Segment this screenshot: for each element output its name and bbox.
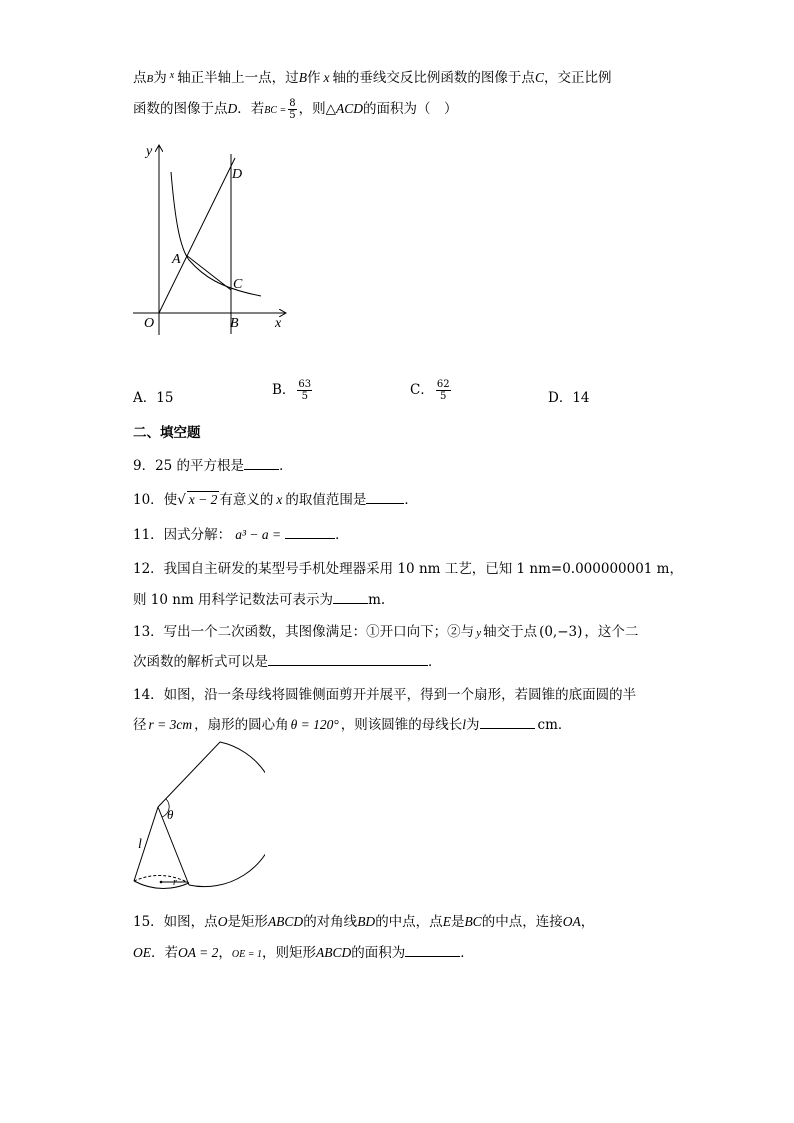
expression: a³ − a = — [235, 527, 282, 542]
text: 的中点，连接 — [481, 914, 563, 930]
numerator: 62 — [436, 379, 450, 390]
text: ，则△ — [298, 101, 337, 117]
radicand-text: x − 2 — [188, 492, 218, 507]
question-14-line-2 — [133, 713, 571, 733]
label-D: D — [232, 167, 243, 182]
fraction-8-5 — [288, 98, 296, 121]
question-10 — [133, 488, 418, 508]
text: ．若 — [151, 945, 178, 961]
var-y: y — [476, 627, 482, 639]
option-label: B． — [272, 382, 296, 398]
text: 轴正半轴上一点，过 — [177, 70, 299, 86]
fraction-62-5 — [436, 379, 451, 402]
var-x: x — [276, 492, 283, 507]
option-value: 15 — [156, 390, 174, 406]
label-l: l — [138, 837, 142, 852]
option-d[interactable] — [548, 386, 590, 406]
expr-OA: OA = 2 — [178, 945, 219, 960]
denominator: 5 — [289, 110, 296, 121]
var-B: B — [146, 73, 154, 85]
label-B: B — [230, 316, 239, 331]
question-13-line-2 — [133, 650, 442, 670]
unit: cm — [537, 717, 558, 733]
slant-right — [158, 807, 189, 885]
text: 13．写出一个二次函数，其图像满足：①开口向下；②与 — [133, 624, 475, 640]
var-D: D — [227, 101, 238, 116]
label-x: x — [275, 316, 282, 331]
answer-blank[interactable] — [405, 943, 460, 957]
sqrt-sign: √ — [177, 492, 186, 508]
text: ， — [580, 914, 595, 930]
expr-BC: BC = — [264, 105, 287, 116]
label-r: r — [173, 877, 177, 888]
point: (0,−3) — [539, 624, 583, 640]
text: ． — [279, 458, 293, 474]
var-E: E — [442, 914, 451, 929]
option-label: A． — [133, 390, 157, 406]
var-B: B — [298, 70, 307, 85]
label-A: A — [172, 252, 181, 267]
expr-theta: θ = 120° — [290, 717, 339, 732]
fraction-63-5 — [297, 379, 312, 402]
text: ， — [218, 945, 232, 961]
question-12-line-2 — [133, 588, 385, 608]
option-c[interactable] — [410, 378, 453, 402]
question-14-line-1: 14．如图，沿一条母线将圆锥侧面剪开并展平，得到一个扇形，若圆锥的底面圆的半 — [133, 687, 637, 703]
hyperbola — [171, 172, 261, 296]
text: ． — [460, 945, 474, 961]
text: 为 — [153, 70, 167, 86]
label-theta: θ — [167, 807, 174, 822]
text: ，则该圆锥的母线长 — [340, 717, 463, 733]
text: ，扇形的圆心角 — [194, 717, 289, 733]
numerator: 8 — [289, 98, 296, 109]
section-heading: 二、填空题 — [133, 425, 201, 441]
text: 有意义的 — [219, 492, 274, 508]
text: 次函数的解析式可以是 — [133, 654, 268, 670]
answer-blank[interactable] — [333, 590, 368, 604]
text: 的对角线 — [303, 914, 358, 930]
q8-figure — [125, 140, 295, 340]
var-ABCD: ABCD — [315, 945, 352, 960]
question-13-line-1 — [133, 620, 638, 640]
proportional-line — [159, 158, 235, 313]
option-a[interactable] — [133, 386, 173, 406]
text: 11．因式分解： — [133, 527, 232, 543]
text: ，则矩形 — [261, 945, 316, 961]
text: 的面积为 — [351, 945, 406, 961]
answer-blank[interactable] — [285, 525, 335, 539]
text: ． — [428, 654, 442, 670]
text: 是矩形 — [227, 914, 268, 930]
text: 的取值范围是 — [285, 492, 367, 508]
text: 轴交于点 — [483, 624, 538, 640]
text: ． — [557, 717, 572, 733]
q8-line-2 — [133, 97, 458, 121]
text: 的中点，点 — [375, 914, 443, 930]
var-OA: OA — [562, 914, 581, 929]
question-15-line-2 — [133, 941, 474, 961]
text: ． — [404, 492, 418, 508]
text: 15．如图，点 — [133, 914, 218, 930]
text: 10．使 — [133, 492, 178, 508]
text: ．若 — [237, 101, 265, 117]
text: 点 — [133, 70, 147, 86]
text: 作 — [306, 70, 321, 86]
label-y: y — [146, 144, 153, 159]
sector-outline — [158, 742, 265, 887]
answer-blank[interactable] — [268, 652, 428, 666]
text: ，这个二 — [584, 624, 639, 640]
var-l: l — [462, 717, 467, 732]
question-9 — [133, 454, 293, 474]
option-label: D． — [548, 390, 573, 406]
text: 函数的图像于点 — [133, 101, 228, 117]
text: 是 — [450, 914, 465, 930]
var-ACD: ACD — [336, 101, 364, 116]
var-C: C — [534, 70, 544, 85]
answer-blank[interactable] — [244, 456, 279, 470]
base-center — [160, 881, 163, 884]
text: 为 — [466, 717, 480, 733]
segment-AC — [186, 255, 231, 290]
text: ． — [335, 527, 349, 543]
text: m. — [368, 592, 386, 608]
text: 9．25 的平方根是 — [133, 458, 245, 474]
var-OE: OE — [133, 945, 151, 960]
question-11 — [133, 523, 349, 543]
label-C: C — [233, 277, 243, 292]
expr-r: r = 3cm — [148, 717, 193, 732]
radicand — [187, 491, 220, 508]
text: ，交正比例 — [543, 70, 612, 86]
answer-blank[interactable] — [480, 715, 535, 729]
var-x: x — [323, 70, 330, 85]
var-O: O — [217, 914, 228, 929]
label-O: O — [144, 316, 155, 331]
option-label: C． — [410, 382, 434, 398]
option-b[interactable] — [272, 378, 314, 402]
var-BD: BD — [357, 914, 376, 929]
text: 轴的垂线交反比例函数的图像于点 — [332, 70, 535, 86]
option-value: 14 — [572, 390, 590, 406]
expr-OE: OE = 1 — [231, 949, 262, 960]
denominator: 5 — [301, 391, 308, 402]
q14-figure — [125, 735, 265, 900]
question-12-line-1: 12．我国自主研发的某型号手机处理器采用 10 nm 工艺，已知 1 nm=0.000000001 m， — [133, 561, 683, 577]
var-BC: BC — [464, 914, 482, 929]
denominator: 5 — [440, 391, 447, 402]
numerator: 63 — [298, 379, 312, 390]
q8-line-1 — [133, 66, 611, 86]
text: 径 — [133, 717, 147, 733]
text: 则 10 nm 用科学记数法可表示为 — [133, 592, 334, 608]
var-ABCD: ABCD — [267, 914, 304, 929]
question-15-line-1 — [133, 910, 594, 930]
answer-blank[interactable] — [366, 490, 404, 504]
text: 的面积为（ ） — [363, 101, 458, 117]
var-x: x — [169, 70, 175, 81]
